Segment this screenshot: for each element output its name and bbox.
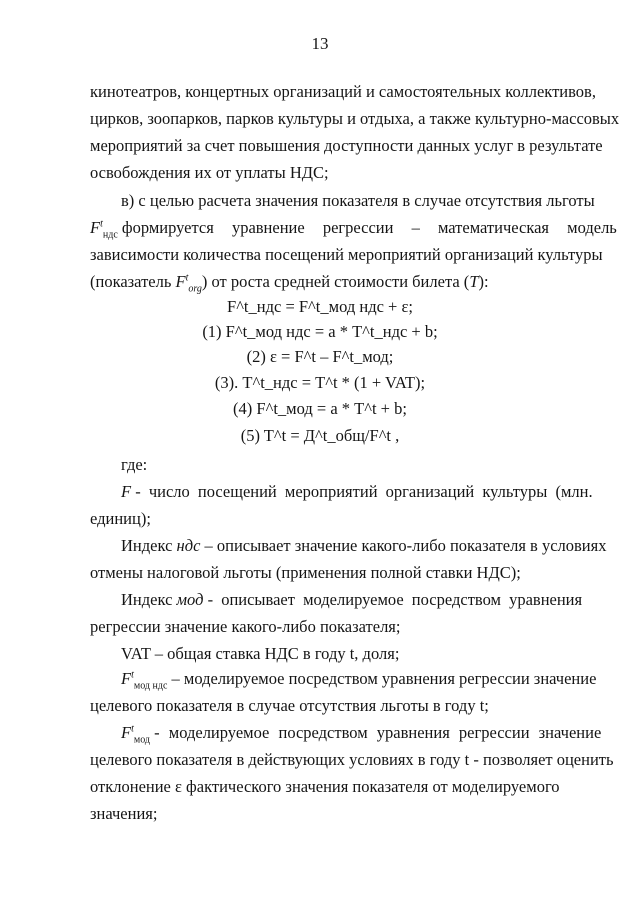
para2-line-4: (показатель $F^t_{org}$) от роста средней стоимости билета (T): bbox=[90, 272, 489, 295]
formula-1: (1) F^t_мод ндс = a * Т^t_ндс + b; bbox=[202, 322, 438, 341]
page-number: 13 bbox=[311, 34, 329, 53]
para1-line-1: кинотеатров, концертных организаций и самостоятельных коллективов, bbox=[90, 82, 596, 101]
formula-4: (4) F^t_мод = a * Т^t + b; bbox=[233, 399, 407, 418]
def-F-line-2: единиц); bbox=[90, 509, 151, 528]
def-nds-line-2: отмены налоговой льготы (применения полной ставки НДС); bbox=[90, 563, 521, 582]
def-vat: VAT – общая ставка НДС в году t, доля; bbox=[121, 644, 400, 663]
para2-line-1: в) с целью расчета значения показателя в случае отсутствия льготы bbox=[121, 191, 595, 210]
formula-0: F^t_ндс = F^t_мод ндс + ε; bbox=[227, 297, 413, 316]
para1-line-3: мероприятий за счет повышения доступности данных услуг в результате bbox=[90, 136, 603, 155]
def-fm-line-2: целевого показателя в действующих условиях в году t - позволяет оценить bbox=[90, 750, 614, 769]
formula-3: (3). Т^t_ндс = Т^t * (1 + VAT); bbox=[214, 373, 426, 392]
def-fmn-line-1: $F^t_{мод ндс}$ – моделируемое посредством уравнения регрессии значение bbox=[121, 669, 597, 692]
para1-line-2: цирков, зоопарков, парков культуры и отдыха, а также культурно-массовых bbox=[90, 109, 620, 128]
formula-5: (5) T^t = Д^t_общ/F^t , bbox=[240, 426, 400, 445]
def-nds-line-1: Индекс ндс – описывает значение какого-либо показателя в условиях bbox=[121, 536, 607, 555]
def-fm-line-4: значения; bbox=[90, 804, 158, 823]
def-F-line-1: F - число посещений мероприятий организаций культуры (млн. bbox=[121, 482, 593, 501]
def-fm-line-1: $F^t_{мод}$ - моделируемое посредством уравнения регрессии значение bbox=[121, 723, 602, 746]
where-label: где: bbox=[121, 455, 148, 474]
def-mod-line-1: Индекс мод - описывает моделируемое посредством уравнения bbox=[121, 590, 583, 609]
def-fmn-line-2: целевого показателя в случае отсутствия льготы в году t; bbox=[90, 696, 489, 715]
para2-line-2: $F^t_{ндс}$ формируется уравнение регрессии – математическая модель bbox=[90, 218, 617, 241]
para2-line-3: зависимости количества посещений мероприятий организаций культуры bbox=[90, 245, 603, 264]
para1-line-4: освобождения их от уплаты НДС; bbox=[90, 163, 329, 182]
def-fm-line-3: отклонение ε фактического значения показателя от моделируемого bbox=[90, 777, 560, 796]
formula-2: (2) ε = F^t – F^t_мод; bbox=[246, 347, 394, 366]
def-mod-line-2: регрессии значение какого-либо показателя; bbox=[90, 617, 401, 636]
